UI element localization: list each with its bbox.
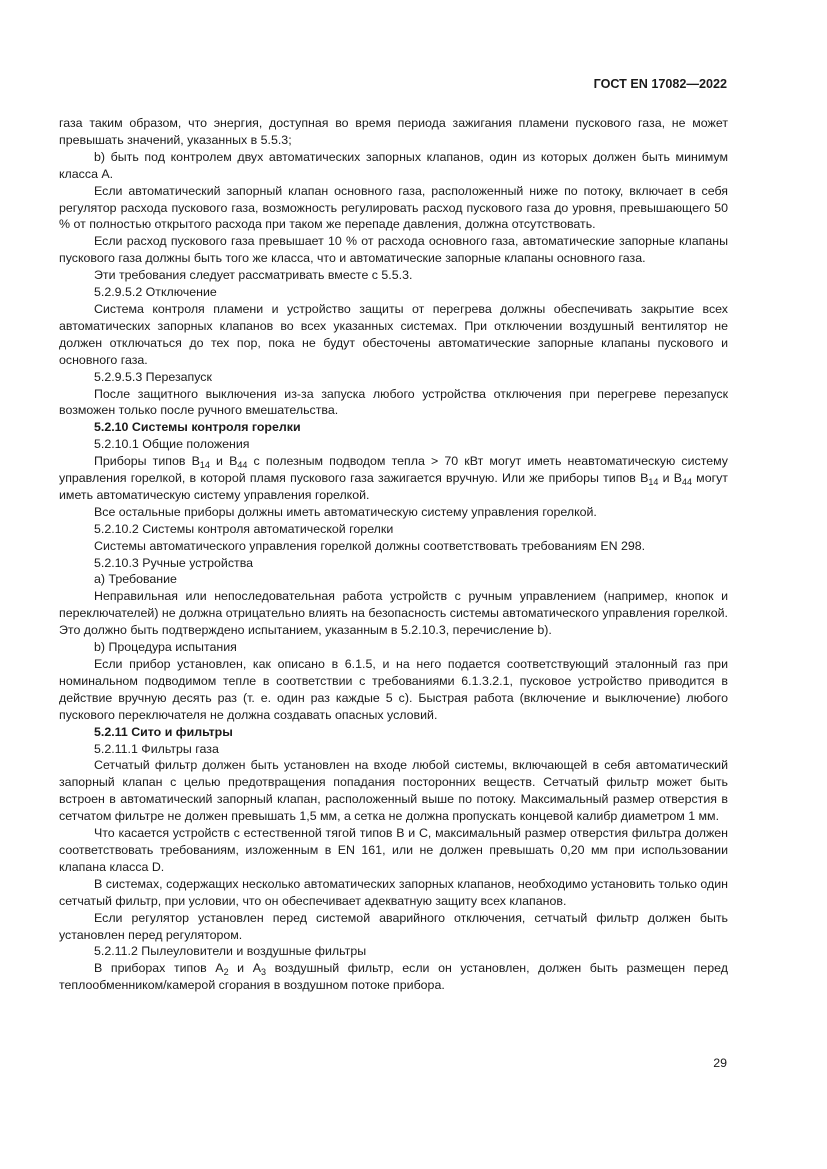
paragraph: Если автоматический запорный клапан основного газа, расположенный ниже по потоку, включает в себя регулятор расхода пускового газа, возможность регулировать расход пускового газа до уровня, превышающего 50 % от полностью открытого расхода при таком же перепаде давления, должна отсутствовать. xyxy=(59,183,728,232)
subsection-heading: 5.2.11.1 Фильтры газа xyxy=(94,741,219,756)
text-run: и A xyxy=(228,961,261,976)
subsection-heading: 5.2.10.1 Общие положения xyxy=(94,437,250,452)
paragraph: Что касается устройств с естественной тягой типов B и C, максимальный размер отверстия фильтра должен соответствовать требованиям, изложенным в EN 161, или не должен превышать 0,20 мм при использовании клапана класса D. xyxy=(59,826,728,874)
subscript: 3 xyxy=(260,967,266,978)
paragraph: Все остальные приборы должны иметь автоматическую систему управления горелкой. xyxy=(94,504,597,519)
subscript: 14 xyxy=(648,477,659,488)
subsection-heading: 5.2.10.2 Системы контроля автоматической горелки xyxy=(94,521,394,536)
document-header: ГОСТ EN 17082—2022 xyxy=(593,77,727,91)
subscript: 14 xyxy=(199,460,210,471)
paragraph xyxy=(59,960,728,994)
text-run: Приборы типов B xyxy=(94,454,200,469)
paragraph: газа таким образом, что энергия, доступная во время периода зажигания пламени пускового газа, не может превышать значений, указанных в 5.5.3; xyxy=(59,116,728,147)
paragraph: Система контроля пламени и устройство защиты от перегрева должны обеспечивать закрытие всех автоматических запорных клапанов во всех указанных системах. При отключении воздушный вентилятор не должен отключаться до тех пор, пока не будут обесточены автоматические запорные клапаны пускового и основного газа. xyxy=(59,301,728,367)
subscript: 2 xyxy=(223,967,229,978)
paragraph: После защитного выключения из-за запуска любого устройства отключения при перегреве перезапуск возможен только после ручного вмешательства. xyxy=(59,386,728,418)
paragraph: Если регулятор установлен перед системой аварийного отключения, сетчатый фильтр должен быть установлен перед регулятором. xyxy=(59,910,728,942)
paragraph: Сетчатый фильтр должен быть установлен на входе любой системы, включающей в себя автоматический запорный клапан с целью предотвращения попадания посторонних веществ. Сетчатый фильтр может быть встроен в автоматический запорный клапан, расположенный выше по потоку. Максимальный размер отверстия в сетчатом фильтре не должен превышать 1,5 мм, а сетка не должна пропускать концевой калибр диаметром 1 мм. xyxy=(59,758,728,824)
list-item-label: a) Требование xyxy=(94,572,177,587)
paragraph: b) быть под контролем двух автоматических запорных клапанов, один из которых должен быть минимум класса A. xyxy=(59,149,728,181)
subsection-heading: 5.2.11.2 Пылеуловители и воздушные фильтры xyxy=(94,944,367,959)
text-run: В приборах типов A xyxy=(94,961,224,976)
paragraph: Эти требования следует рассматривать вместе с 5.5.3. xyxy=(94,268,413,283)
text-run: и B xyxy=(658,471,682,486)
subsection-heading: 5.2.9.5.3 Перезапуск xyxy=(94,369,212,384)
subsection-heading: 5.2.10.3 Ручные устройства xyxy=(94,555,254,570)
page-number: 29 xyxy=(713,1056,727,1070)
list-item-label: b) Процедура испытания xyxy=(94,640,237,655)
section-heading: 5.2.11 Сито и фильтры xyxy=(94,724,233,739)
section-heading: 5.2.10 Системы контроля горелки xyxy=(94,420,301,435)
paragraph xyxy=(59,453,728,504)
text-run: и B xyxy=(209,454,238,469)
paragraph: Системы автоматического управления горелкой должны соответствовать требованиям EN 298. xyxy=(94,538,646,553)
text-run: с полезным подводом тепла > 70 кВт могут иметь неавтоматическую систему управления горелкой, в которой пламя пускового газа зажигается вручную. Или же приборы типов B xyxy=(59,454,728,486)
paragraph: В системах, содержащих несколько автоматических запорных клапанов, необходимо установить только один сетчатый фильтр, при условии, что он обеспечивает адекватную защиту всех клапанов. xyxy=(59,876,728,908)
paragraph: Если прибор установлен, как описано в 6.1.5, и на него подается соответствующий эталонный газ при номинальном подводимом тепле в соответствии с требованиями 6.1.3.2.1, пусковое устройство приводится в действие вручную десять раз (т. е. один раз каждые 5 с). Быстрая работа (включение и выключение) любого пускового переключателя не должна создавать опасных условий. xyxy=(59,657,728,722)
text-run: могут иметь автоматическую систему управления горелкой. xyxy=(59,471,728,502)
paragraph: Неправильная или непоследовательная работа устройств с ручным управлением (например, кнопок и переключателей) не должна отрицательно влиять на безопасность системы автоматического управления горелкой. Это должно быть подтверждено испытанием, указанным в 5.2.10.3, перечисление b). xyxy=(59,589,728,638)
paragraph: Если расход пускового газа превышает 10 % от расхода основного газа, автоматические запорные клапаны пускового газа должны быть того же класса, что и автоматические запорные клапаны основного газа. xyxy=(59,234,728,266)
subsection-heading: 5.2.9.5.2 Отключение xyxy=(94,285,217,300)
subscript: 44 xyxy=(237,460,248,471)
document-body xyxy=(59,115,728,994)
text-run: воздушный фильтр, если он установлен, должен быть размещен перед теплообменником/камерой сгорания в воздушном потоке прибора. xyxy=(59,961,728,993)
subscript: 44 xyxy=(681,477,692,488)
